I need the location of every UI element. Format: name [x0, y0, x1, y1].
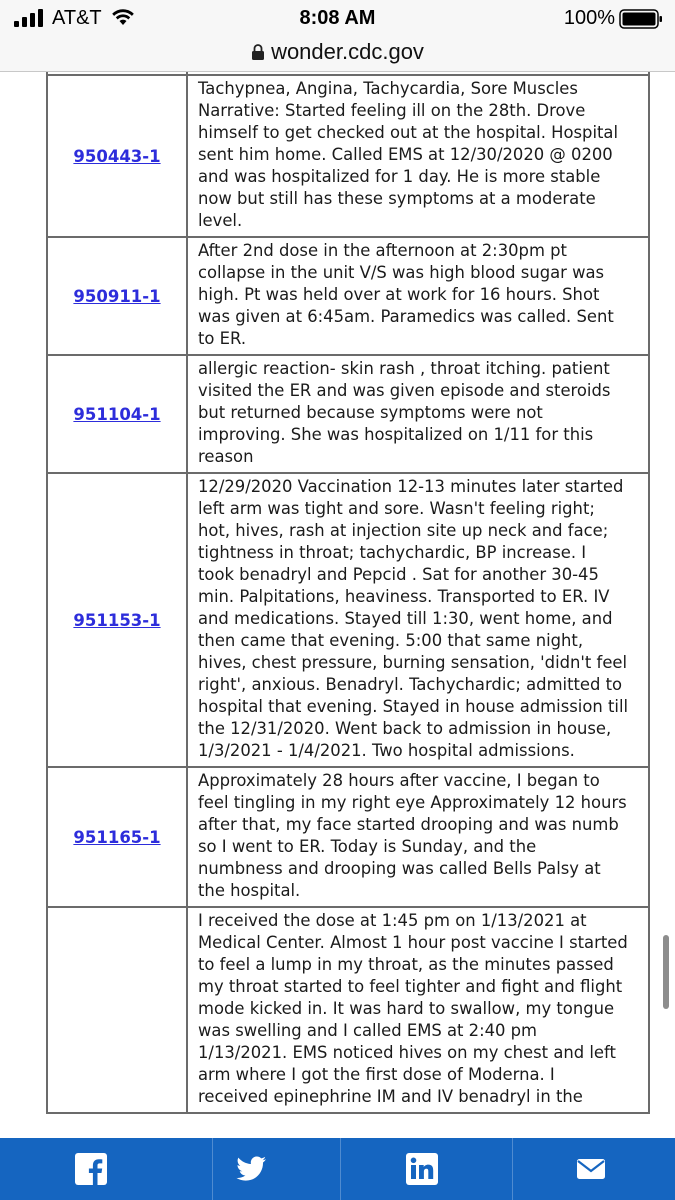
linkedin-share-button[interactable] — [387, 1138, 457, 1200]
email-icon — [574, 1152, 608, 1186]
id-cell — [47, 237, 187, 355]
vaers-id-link[interactable]: 950443-1 — [73, 146, 161, 166]
share-separator — [340, 1138, 341, 1200]
vaers-id-link[interactable]: 951104-1 — [73, 404, 161, 424]
id-cell — [47, 473, 187, 767]
table-row — [47, 907, 649, 1113]
symptom-text-cell: I received the dose at 1:45 pm on 1/13/2021 at Medical Center. Almost 1 hour post vaccine I started to feel a lump in my throat, as the minutes passed my throat started to feel tighter and fight and flight mode kicked in. It was hard to swallow, my tongue was swelling and I called EMS at 2:40 pm 1/13/2021. EMS noticed hives on my chest and left arm where I got the first dose of Moderna. I received epinephrine IM and IV benadryl in the — [187, 907, 649, 1113]
browser-address-bar[interactable] — [0, 36, 675, 72]
id-cell — [47, 907, 187, 1113]
table-row — [47, 767, 649, 907]
vaers-id-link[interactable]: 950911-1 — [73, 286, 161, 306]
battery-percentage: 100% — [563, 7, 615, 29]
facebook-icon — [74, 1152, 108, 1186]
symptom-text-cell: 12/29/2020 Vaccination 12-13 minutes later started left arm was tight and sore. Wasn't feeling right; hot, hives, rash at injection site up neck and face; tightness in throat; tachychardic, BP increase. I took benadryl and Pepcid . Sat for another 30-45 min. Palpitations, heaviness. Transported to ER. IV and medications. Stayed till 1:30, went home, and then came that evening. 5:00 that same night, hives, chest pressure, burning sensation, 'didn't feel right', anxious. Benadryl. Tachychardic; admitted to hospital that evening. Stayed in house admission till the 12/31/2020. Went back to admission in house, 1/3/2021 - 1/4/2021. Two hospital admissions. — [187, 473, 649, 767]
battery-icon — [619, 9, 663, 29]
symptom-text-cell: Tachypnea, Angina, Tachycardia, Sore Muscles Narrative: Started feeling ill on the 28th. Drove himself to get checked out at the hospital. Hospital sent him home. Called EMS at 12/30/2020 @ 0200 and was hospitalized for 1 day. He is more stable now but still has these symptoms at a moderate level. — [187, 75, 649, 237]
lock-icon — [251, 43, 265, 61]
id-cell — [47, 75, 187, 237]
facebook-share-button[interactable] — [56, 1138, 126, 1200]
carrier-name: AT&T — [52, 7, 102, 29]
share-bar — [0, 1138, 675, 1200]
id-cell — [47, 767, 187, 907]
symptom-text-cell: allergic reaction- skin rash , throat itching. patient visited the ER and was given episode and steroids but returned because symptoms were not improving. She was hospitalized on 1/11 for this reason — [187, 355, 649, 473]
twitter-icon — [234, 1152, 268, 1186]
email-share-button[interactable] — [556, 1138, 626, 1200]
table-row — [47, 75, 649, 237]
table-row — [47, 237, 649, 355]
vaers-results-table — [46, 72, 650, 1114]
share-separator — [512, 1138, 513, 1200]
status-bar — [0, 0, 675, 36]
table-row — [47, 473, 649, 767]
symptom-text-cell: After 2nd dose in the afternoon at 2:30pm pt collapse in the unit V/S was high blood sugar was high. Pt was held over at work for 16 hours. Shot was given at 6:45am. Paramedics was called. Sent to ER. — [187, 237, 649, 355]
twitter-share-button[interactable] — [216, 1138, 286, 1200]
symptom-text-cell: Approximately 28 hours after vaccine, I began to feel tingling in my right eye Approximately 12 hours after that, my face started drooping and was numb so I went to ER. Today is Sunday, and the numbness and drooping was called Bells Palsy at the hospital. — [187, 767, 649, 907]
vaers-id-link[interactable]: 951165-1 — [73, 827, 161, 847]
table-row — [47, 355, 649, 473]
id-cell — [47, 355, 187, 473]
linkedin-icon — [405, 1152, 439, 1186]
results-table-viewport — [0, 72, 675, 1138]
vertical-scrollbar[interactable] — [663, 935, 669, 1009]
url-text: wonder.cdc.gov — [271, 39, 424, 64]
share-separator — [212, 1138, 213, 1200]
vaers-id-link[interactable]: 951153-1 — [73, 610, 161, 630]
clock-time: 8:08 AM — [299, 7, 376, 29]
